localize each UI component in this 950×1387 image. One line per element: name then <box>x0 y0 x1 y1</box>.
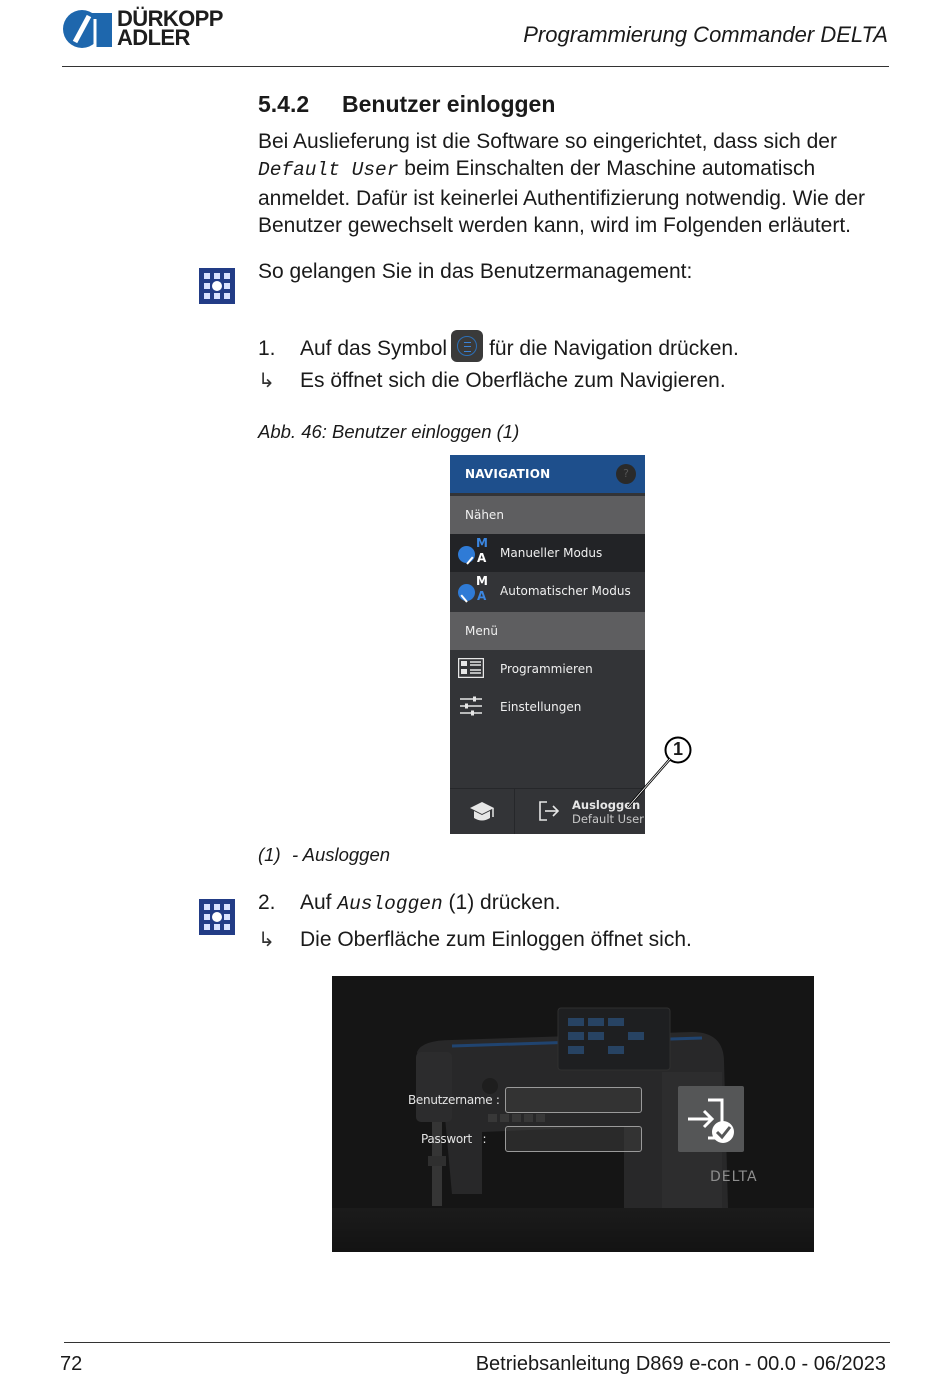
footer-document-id: Betriebsanleitung D869 e-con - 00.0 - 06/2023 <box>475 1353 886 1375</box>
password-label: Passwort : <box>421 1132 487 1146</box>
username-label: Benutzername : <box>408 1093 500 1107</box>
result-arrow-icon: ↳ <box>258 370 275 392</box>
manual-mode-icon <box>457 538 491 568</box>
result-arrow-icon: ↳ <box>258 929 275 951</box>
nav-item-programming[interactable] <box>450 650 645 688</box>
nav-item-manual-mode[interactable] <box>450 534 645 572</box>
step-2-number: 2. <box>258 891 276 914</box>
step-1-result <box>258 368 726 394</box>
login-button[interactable] <box>678 1086 744 1152</box>
handling-instruction-icon <box>199 899 235 935</box>
section-title: Benutzer einloggen <box>342 91 556 117</box>
nav-section-menu <box>450 612 645 650</box>
logo-text <box>117 6 223 50</box>
login-screenshot <box>332 976 814 1252</box>
intro-text-2: beim Einschalten der Maschine automatisch anmeldet. Dafür ist keinerlei Authentifizierung notwendig. Wie der Benutzer gewechselt werden kann, wird im Folgenden erläutert. <box>258 157 865 237</box>
logo-line-1: DÜRKOPP <box>117 6 223 31</box>
logo-line-2: ADLER <box>117 25 190 50</box>
ma-m-label: M <box>476 536 488 550</box>
step-1-number: 1. <box>258 337 276 360</box>
step-1-text-after: für die Navigation drücken. <box>489 337 739 360</box>
navigation-menu-icon <box>451 330 483 362</box>
nav-item-settings[interactable] <box>450 688 645 726</box>
automatic-mode-icon <box>457 576 491 606</box>
ma-m-label: M <box>476 574 488 588</box>
header-title: Programmierung Commander DELTA <box>523 22 888 47</box>
step-2-text-after: (1) drücken. <box>448 891 561 914</box>
ma-a-label: A <box>477 551 487 565</box>
section-number: 5.4.2 <box>258 91 310 117</box>
graduation-cap-icon[interactable] <box>469 800 495 824</box>
step-2-result-text: Die Oberfläche zum Einloggen öffnet sich. <box>300 928 692 951</box>
nav-section-sewing <box>450 496 645 534</box>
nav-footer-divider <box>514 789 515 834</box>
intro-paragraph <box>258 128 898 239</box>
logout-user-name: Default User <box>572 812 644 826</box>
logout-button[interactable]: Ausloggen <box>572 798 641 812</box>
nav-item-program-label: Programmieren <box>500 662 593 676</box>
logout-icon[interactable] <box>537 799 561 823</box>
step-2-text-before: Auf <box>300 891 332 914</box>
section-heading <box>258 91 555 118</box>
handling-instruction-icon <box>199 268 235 304</box>
footer-rule <box>64 1342 890 1343</box>
step-2-code: Ausloggen <box>337 893 443 915</box>
header-rule <box>62 66 889 67</box>
intro-code: Default User <box>258 159 399 182</box>
nav-section-menu-label: Menü <box>465 624 498 638</box>
figure-legend <box>258 844 390 866</box>
instruction-text: So gelangen Sie in das Benutzermanagement: <box>258 260 693 283</box>
legend-text: - Ausloggen <box>292 844 391 865</box>
logo-mark-icon <box>62 9 114 49</box>
nav-section-sewing-label: Nähen <box>465 508 504 522</box>
step-1 <box>258 330 739 362</box>
program-list-icon <box>458 658 484 678</box>
nav-item-auto-label: Automatischer Modus <box>500 584 631 598</box>
sliders-icon <box>458 696 484 716</box>
page-number: 72 <box>60 1353 83 1375</box>
legend-number: (1) <box>258 844 281 865</box>
dürkopp-adler-logo <box>62 6 232 51</box>
nav-footer-separator <box>450 788 645 789</box>
step-1-result-text: Es öffnet sich die Oberfläche zum Navigieren. <box>300 369 726 392</box>
callout-number: 1 <box>672 739 683 759</box>
nav-item-automatic-mode[interactable] <box>450 572 645 610</box>
nav-item-settings-label: Einstellungen <box>500 700 582 714</box>
delta-brand-mark: DELTA <box>710 1169 758 1185</box>
nav-header <box>450 455 645 493</box>
figure-caption: Abb. 46: Benutzer einloggen (1) <box>258 421 520 442</box>
username-input[interactable] <box>505 1087 642 1113</box>
ma-a-label: A <box>477 589 487 603</box>
intro-text-1: Bei Auslieferung ist die Software so eingerichtet, dass sich der <box>258 130 837 153</box>
step-1-text-before: Auf das Symbol <box>300 337 448 360</box>
nav-item-manual-label: Manueller Modus <box>500 546 603 560</box>
password-input[interactable] <box>505 1126 642 1152</box>
login-check-icon <box>678 1086 744 1152</box>
step-2-result <box>258 927 692 953</box>
help-icon[interactable]: ? <box>616 464 636 484</box>
step-2 <box>258 890 561 917</box>
nav-title: NAVIGATION <box>465 467 551 481</box>
navigation-screenshot <box>450 455 645 834</box>
